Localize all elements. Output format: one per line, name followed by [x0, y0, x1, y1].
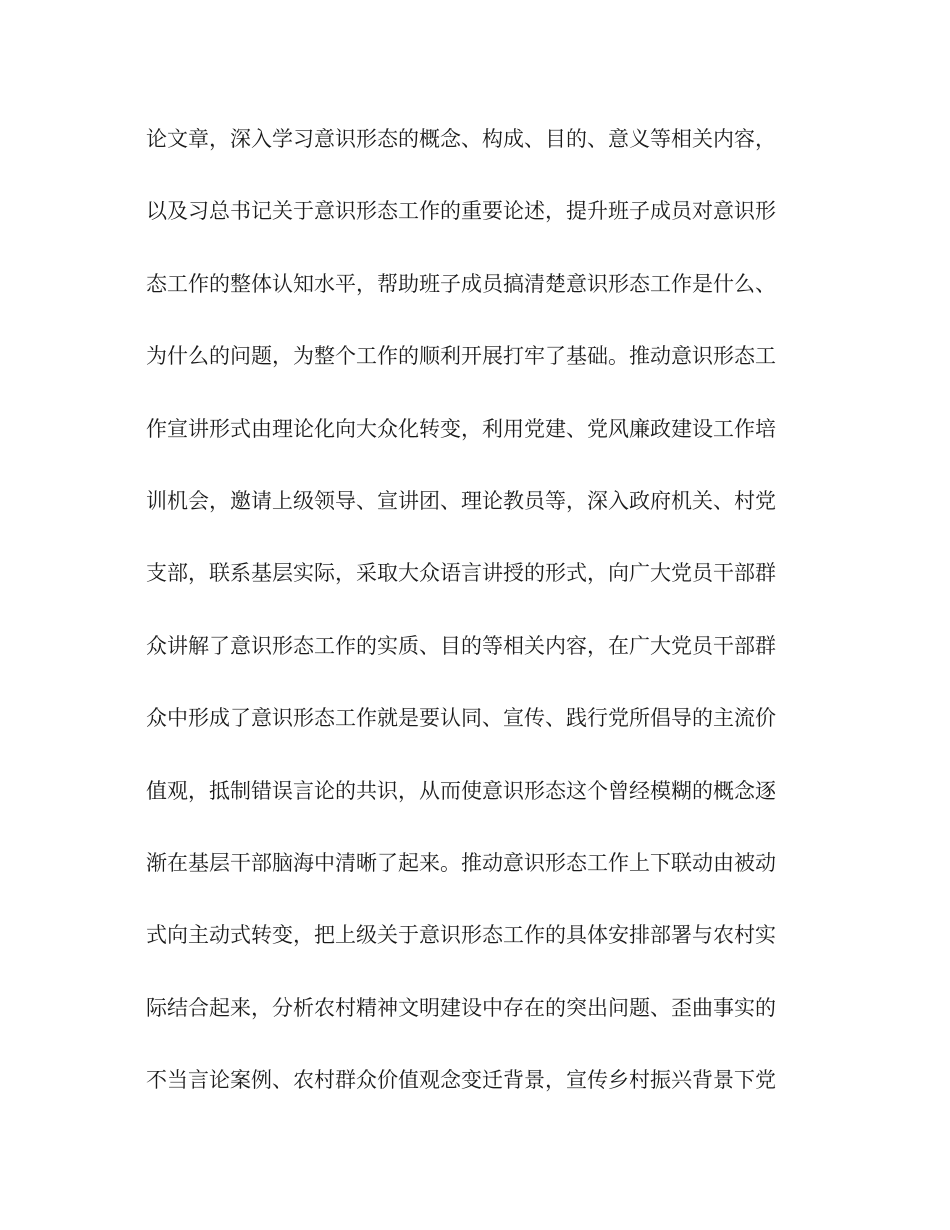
text-line: 渐在基层干部脑海中清晰了起来。推动意识形态工作上下联动由被动	[146, 850, 776, 875]
text-line: 式向主动式转变，把上级关于意识形态工作的具体安排部署与农村实	[146, 923, 776, 948]
body-text	[146, 119, 806, 1132]
text-line: 值观，抵制错误言论的共识，从而使意识形态这个曾经模糊的概念逐	[146, 778, 776, 803]
text-line: 支部，联系基层实际，采取大众语言讲授的形式，向广大党员干部群	[146, 561, 776, 586]
text-line: 众中形成了意识形态工作就是要认同、宣传、践行党所倡导的主流价	[146, 706, 776, 731]
text-line: 际结合起来，分析农村精神文明建设中存在的突出问题、歪曲事实的	[146, 995, 776, 1020]
text-line: 以及习总书记关于意识形态工作的重要论述，提升班子成员对意识形	[146, 199, 776, 224]
text-line: 论文章，深入学习意识形态的概念、构成、目的、意义等相关内容，	[146, 127, 776, 151]
text-line: 作宣讲形式由理论化向大众化转变，利用党建、党风廉政建设工作培	[146, 416, 776, 441]
text-line: 不当言论案例、农村群众价值观念变迁背景，宣传乡村振兴背景下党	[146, 1068, 776, 1093]
text-line: 态工作的整体认知水平，帮助班子成员搞清楚意识形态工作是什么、	[146, 271, 776, 296]
text-line: 为什么的问题，为整个工作的顺利开展打牢了基础。推动意识形态工	[146, 344, 776, 369]
text-line: 训机会，邀请上级领导、宣讲团、理论教员等，深入政府机关、村党	[146, 488, 776, 513]
text-line: 众讲解了意识形态工作的实质、目的等相关内容，在广大党员干部群	[146, 633, 776, 658]
